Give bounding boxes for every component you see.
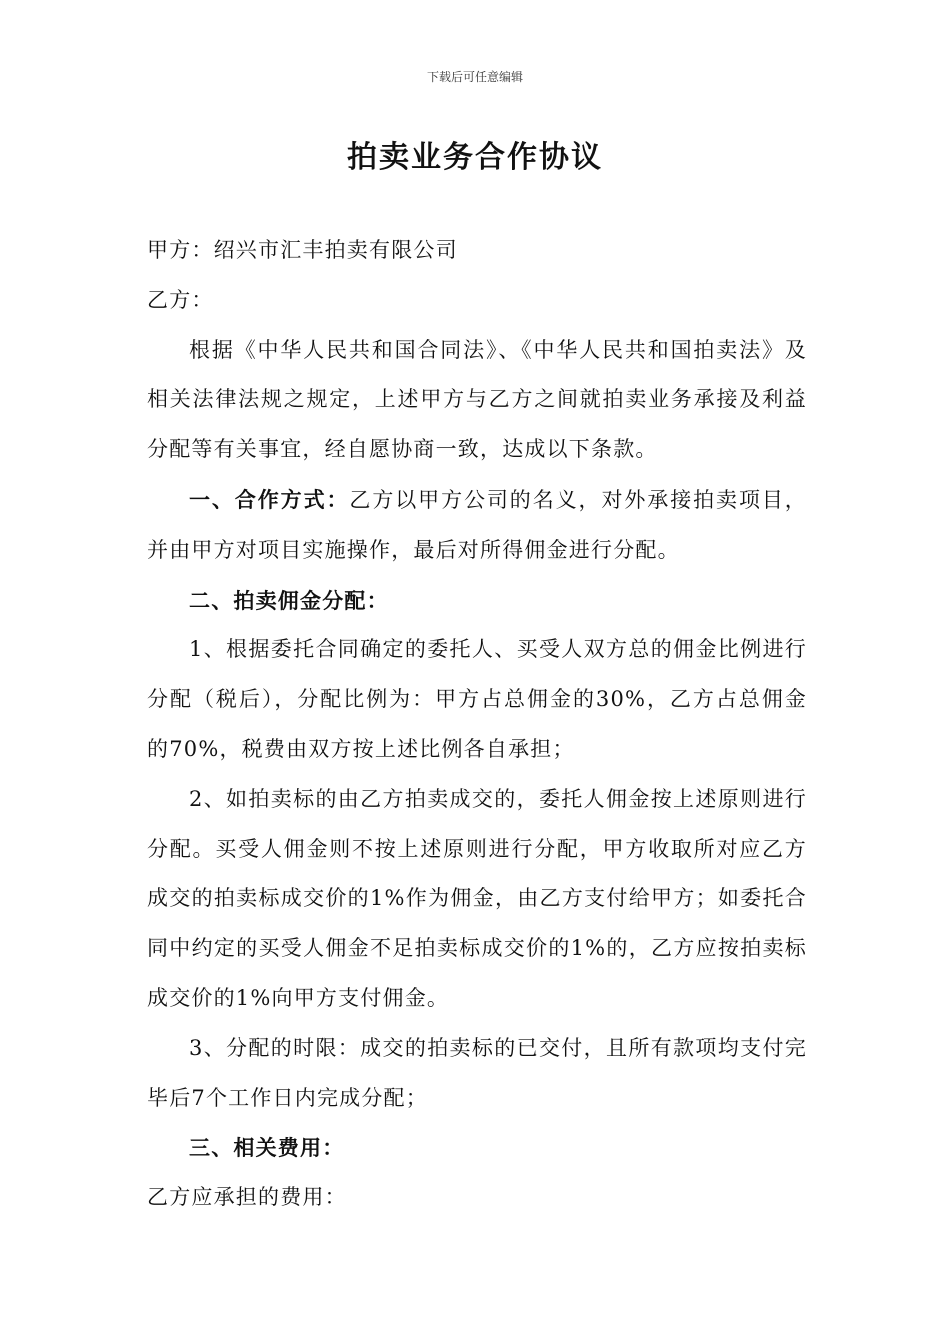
section-1-heading: 一、合作方式： [189,486,350,512]
section-3-text: 乙方应承担的费用： [147,1185,347,1210]
header-note: 下载后可任意编辑 [426,70,523,84]
intro-paragraph: 根据《中华人民共和国合同法》、《中华人民共和国拍卖法》及相关法律法规之规定，上述甲方与乙方之间就拍卖业务承接及利益分配等有关事宜，经自愿协商一致，达成以下条款。 [147,337,807,462]
section-3-heading: 三、相关费用： [189,1135,345,1161]
section-1-paragraph [147,475,807,576]
party-b-line: 乙方： [147,287,214,312]
section-2-item-3: 3、分配的时限：成交的拍卖标的已交付，且所有款项均支付完毕后7个工作日内完成分配； [147,1035,807,1110]
party-a-line: 甲方：绍兴市汇丰拍卖有限公司 [147,238,458,262]
section-1-text: 乙方以甲方公司的名义，对外承接拍卖项目，并由甲方对项目实施操作，最后对所得佣金进行分配。 [147,487,807,562]
section-2-heading: 二、拍卖佣金分配： [189,587,389,613]
section-2-item-1: 1、根据委托合同确定的委托人、买受人双方总的佣金比例进行分配（税后），分配比例为：甲方占总佣金的30%，乙方占总佣金的70%，税费由双方按上述比例各自承担； [147,637,807,761]
document-title: 拍卖业务合作协议 [347,140,603,175]
section-2-item-2: 2、如拍卖标的由乙方拍卖成交的，委托人佣金按上述原则进行分配。买受人佣金则不按上述原则进行分配，甲方收取所对应乙方成交的拍卖标成交价的1%作为佣金，由乙方支付给甲方；如委托合同中约定的买受人佣金不足拍卖标成交价的1%的，乙方应按拍卖标成交价的1%向甲方支付佣金。 [147,786,807,1010]
document-body [147,226,807,1223]
